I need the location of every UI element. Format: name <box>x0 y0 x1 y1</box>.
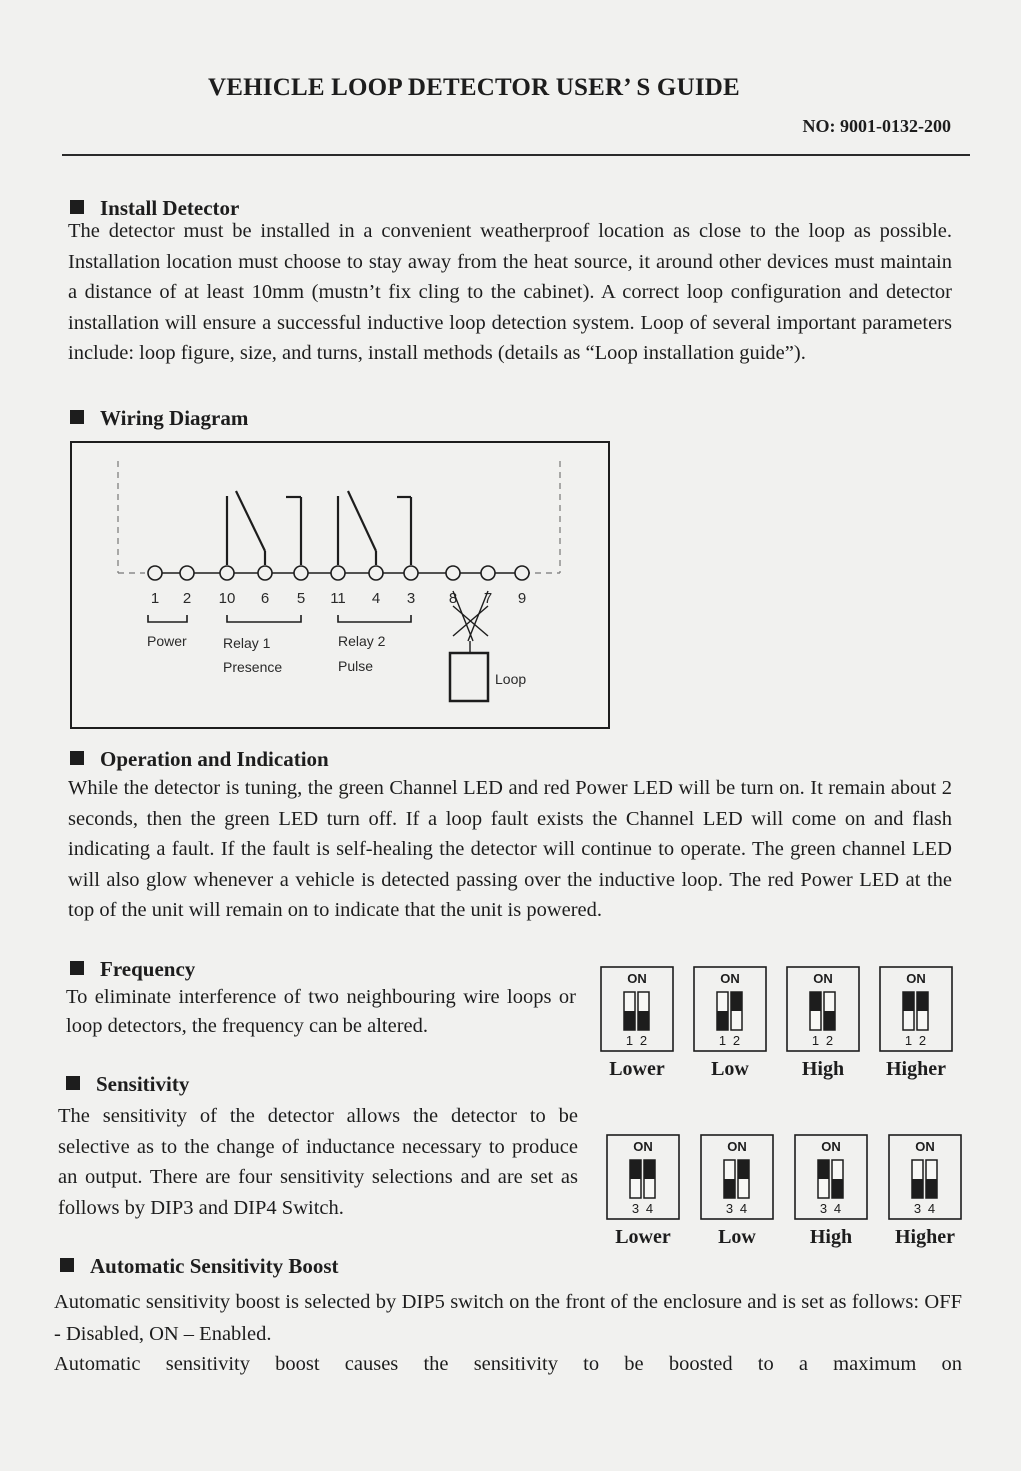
terminal-number-3: 3 <box>406 590 416 607</box>
dip-switch-number: 4 <box>833 1201 842 1216</box>
terminal-number-7: 7 <box>483 590 493 607</box>
dip-switch-diagram-low <box>693 966 767 1052</box>
dip-switch-number: 4 <box>927 1201 936 1216</box>
relay-1-contacts <box>227 491 301 565</box>
dip-switch-number: 1 <box>904 1033 913 1048</box>
terminal-2 <box>180 566 194 580</box>
bullet-square-icon <box>66 1076 80 1090</box>
loop-coil-icon <box>450 653 488 701</box>
dip-switch-number: 2 <box>639 1033 648 1048</box>
dip-on-label: ON <box>727 1139 747 1154</box>
dip-setting-label-lower: Lower <box>609 1058 665 1080</box>
dip-switch-knob-off <box>824 1011 835 1030</box>
dip-switch-diagram-lower <box>606 1134 680 1220</box>
terminal-3 <box>404 566 418 580</box>
sensitivity-text: The sensitivity of the detector allows the detector to be selective as to the change of inductance necessary to produce an output. There are four sensitivity selections and are set as follows by DIP3 and DIP4 Switch. <box>58 1105 578 1219</box>
dip-on-label: ON <box>627 971 647 986</box>
dip-switch-knob-on <box>630 1160 641 1179</box>
terminal-number-5: 5 <box>296 590 306 607</box>
dip-setting-label-low: Low <box>711 1058 749 1080</box>
terminal-6 <box>258 566 272 580</box>
document-number: NO: 9001-0132-200 <box>802 116 951 136</box>
label-relay-2: Relay 2 <box>338 633 386 649</box>
terminal-group-brackets <box>148 615 411 622</box>
label-relay-1: Relay 1 <box>223 635 271 651</box>
dip-switch-knob-on <box>644 1160 655 1179</box>
heading-install-detector: Install Detector <box>70 196 239 221</box>
dip-switch-number: 4 <box>739 1201 748 1216</box>
terminal-4 <box>369 566 383 580</box>
wiring-diagram-frame <box>71 442 609 728</box>
dip-switch-diagram-low <box>700 1134 774 1220</box>
heading-automatic-sensitivity-boost: Automatic Sensitivity Boost <box>60 1254 339 1279</box>
label-loop: Loop <box>495 671 527 687</box>
label-pulse: Pulse <box>338 658 374 674</box>
dip-switch-number: 3 <box>725 1201 734 1216</box>
terminal-number-1: 1 <box>150 590 160 607</box>
document-title: VEHICLE LOOP DETECTOR USER’ S GUIDE <box>208 74 740 101</box>
dip-on-label: ON <box>821 1139 841 1154</box>
terminal-11 <box>331 566 345 580</box>
dip-switch-knob-off <box>624 1011 635 1030</box>
dip-switch-number: 3 <box>819 1201 828 1216</box>
install-detector-text: The detector must be installed in a convenient weatherproof location as close to the loop as possible. Installation location must choose to stay away from the heat source, it around other devices must maintain a distance of at least 10mm (mustn’t fix cling to the cabinet). A correct loop configuration and detector installation will ensure a successful inductive loop detection system. Loop of several important parameters include: loop figure, size, and turns, install methods (details as “Loop installation guide”). <box>68 220 952 364</box>
dip-switch-knob-on <box>917 992 928 1011</box>
loop-feeder-twisted-pair <box>453 591 488 653</box>
terminal-numbers <box>151 590 526 607</box>
terminal-number-11: 11 <box>330 590 346 607</box>
header-rule <box>62 154 970 156</box>
bullet-square-icon <box>70 751 84 765</box>
dip-switch-number: 1 <box>625 1033 634 1048</box>
terminal-number-4: 4 <box>371 590 381 607</box>
dip-switch-number: 1 <box>718 1033 727 1048</box>
dip-setting-label-high: High <box>801 1058 845 1080</box>
dip-switch-knob-on <box>818 1160 829 1179</box>
dip-on-label: ON <box>720 971 740 986</box>
dip-switch-number: 2 <box>918 1033 927 1048</box>
terminal-8 <box>446 566 460 580</box>
bullet-square-icon <box>70 961 84 975</box>
dip-switch-number: 1 <box>811 1033 820 1048</box>
heading-frequency: Frequency <box>70 957 195 982</box>
dip-switch-diagram-high <box>786 966 860 1052</box>
dip-switch-knob-on <box>810 992 821 1011</box>
dip-switch-knob-off <box>912 1179 923 1198</box>
heading-sensitivity: Sensitivity <box>66 1072 189 1097</box>
dip-switch-knob-on <box>731 992 742 1011</box>
dip-switch-knob-on <box>903 992 914 1011</box>
terminal-10 <box>220 566 234 580</box>
terminal-9 <box>515 566 529 580</box>
terminal-number-10: 10 <box>218 590 236 607</box>
terminal-number-9: 9 <box>517 590 527 607</box>
terminal-number-6: 6 <box>260 590 270 607</box>
dip-switch-number: 4 <box>645 1201 654 1216</box>
terminal-number-8: 8 <box>448 590 458 607</box>
dip-switch-knob-on <box>738 1160 749 1179</box>
dip-switch-number: 3 <box>913 1201 922 1216</box>
sensitivity-boost-text-continued: Automatic sensitivity boost causes the sensitivity to be boosted to a maximum on <box>54 1353 962 1375</box>
dip-switch-diagram-higher <box>888 1134 962 1220</box>
label-power: Power <box>147 633 187 649</box>
dip-switch-diagram-high <box>794 1134 868 1220</box>
dip-switch-diagram-lower <box>600 966 674 1052</box>
bullet-square-icon <box>60 1258 74 1272</box>
label-presence: Presence <box>223 659 283 675</box>
relay-2-contacts <box>338 491 411 565</box>
dip-setting-label-high: High <box>809 1226 853 1248</box>
heading-operation-indication: Operation and Indication <box>70 747 329 772</box>
bullet-square-icon <box>70 200 84 214</box>
dip-switch-knob-off <box>926 1179 937 1198</box>
dip-on-label: ON <box>813 971 833 986</box>
frequency-text: To eliminate interference of two neighbouring wire loops or loop detectors, the frequency can be altered. <box>66 986 576 1037</box>
terminal-1 <box>148 566 162 580</box>
dip-switch-knob-off <box>638 1011 649 1030</box>
terminal-5 <box>294 566 308 580</box>
dip-setting-label-lower: Lower <box>615 1226 671 1248</box>
dip-on-label: ON <box>633 1139 653 1154</box>
bullet-square-icon <box>70 410 84 424</box>
dip-on-label: ON <box>906 971 926 986</box>
wiring-diagram <box>70 441 610 729</box>
dip-switch-number: 3 <box>631 1201 640 1216</box>
dip-switch-knob-off <box>832 1179 843 1198</box>
dip-setting-label-low: Low <box>718 1226 756 1248</box>
dip-switch-number: 2 <box>825 1033 834 1048</box>
dip-on-label: ON <box>915 1139 935 1154</box>
dip-setting-label-higher: Higher <box>886 1058 946 1080</box>
terminal-number-2: 2 <box>182 590 192 607</box>
dip-switch-diagram-higher <box>879 966 953 1052</box>
terminal-7 <box>481 566 495 580</box>
dip-switch-number: 2 <box>732 1033 741 1048</box>
sensitivity-boost-text: Automatic sensitivity boost is selected by DIP5 switch on the front of the enclosure and is set as follows: OFF - Disabled, ON – Enabled. <box>54 1291 962 1345</box>
dip-setting-label-higher: Higher <box>895 1226 955 1248</box>
dip-switch-knob-off <box>717 1011 728 1030</box>
operation-indication-text: While the detector is tuning, the green Channel LED and red Power LED will be turn on. It remain about 2 seconds, then the green LED turn off. If a loop fault exists the Channel LED will come on and flash indicating a fault. If the fault is self-healing the detector will continue to operate. The green channel LED will also glow whenever a vehicle is detected passing over the inductive loop. The red Power LED at the top of the unit will remain on to indicate that the unit is powered. <box>68 777 952 921</box>
heading-wiring-diagram: Wiring Diagram <box>70 406 248 431</box>
dip-switch-knob-off <box>724 1179 735 1198</box>
